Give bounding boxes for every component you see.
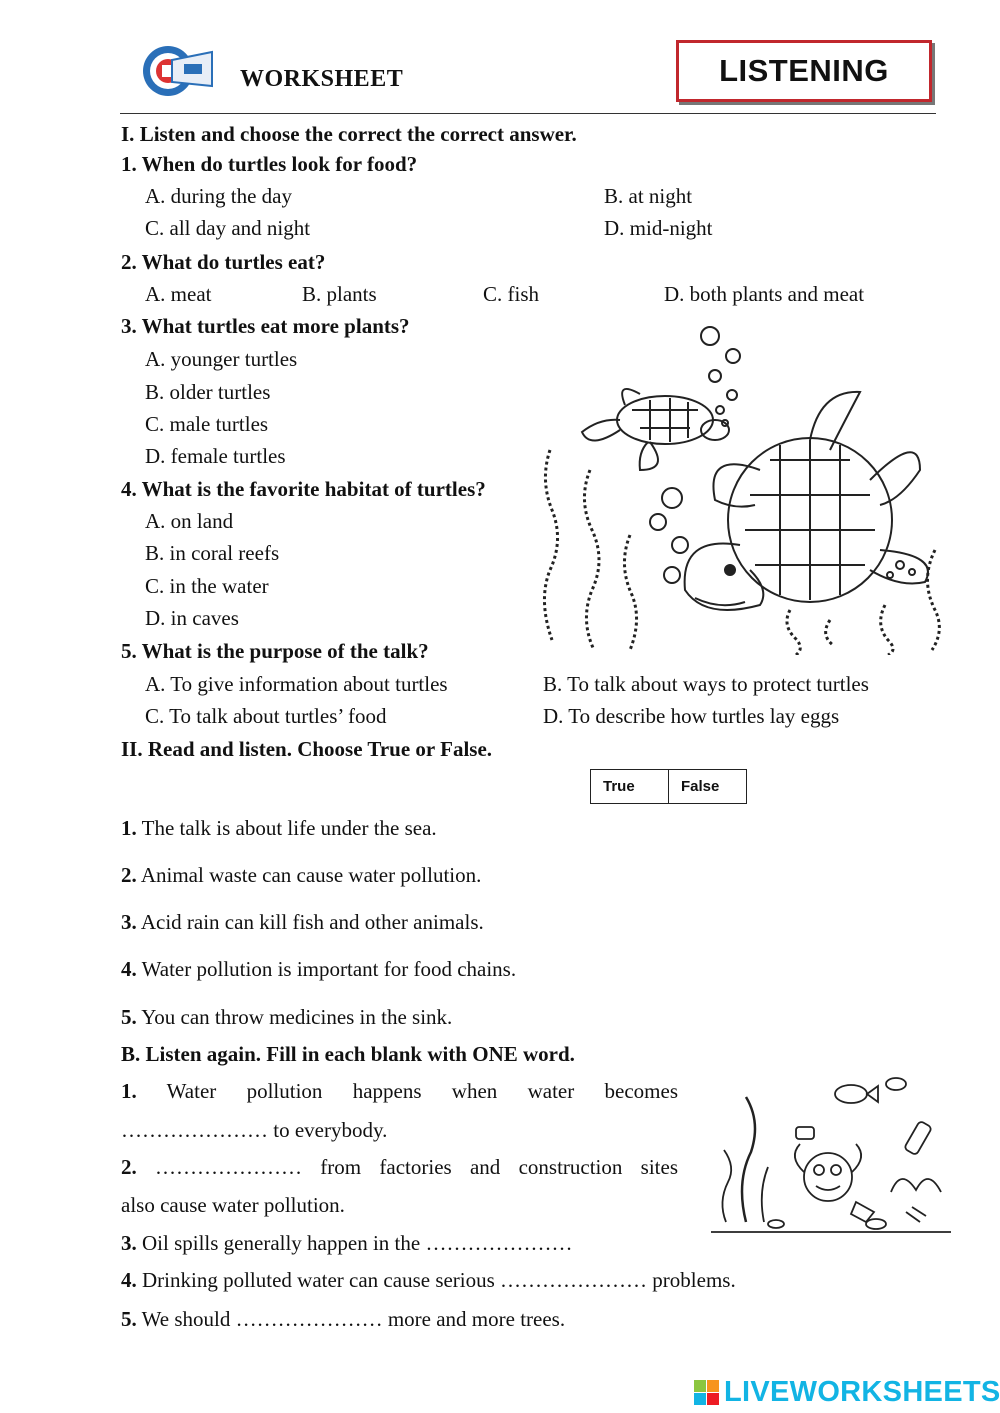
tf-statement-5	[121, 1005, 452, 1030]
pollution-illustration	[706, 1072, 956, 1234]
listening-badge	[676, 40, 932, 102]
tf-statement-2	[121, 863, 481, 888]
question-1: 1. When do turtles look for food?	[121, 152, 418, 176]
fill-item-2-text[interactable]: ………………… from factories and construction sites	[136, 1155, 678, 1179]
liveworksheets-logo-icon	[694, 1380, 720, 1406]
fill-item-1-text: Water pollution happens when water becomes	[136, 1079, 678, 1103]
fill-item-5-num: 5.	[121, 1307, 137, 1331]
q5-option-a[interactable]: A. To give information about turtles	[145, 672, 448, 696]
fill-item-3-text[interactable]: Oil spills generally happen in the …………………	[136, 1231, 573, 1255]
turtle-illustration	[520, 320, 950, 655]
fill-item-3-num: 3.	[121, 1231, 137, 1255]
true-column-header[interactable]: True	[591, 770, 669, 804]
tf-statement-4	[121, 957, 516, 982]
q2-option-b[interactable]: B. plants	[302, 282, 377, 306]
fill-item-1-num: 1.	[121, 1079, 137, 1103]
q1-option-b[interactable]: B. at night	[604, 184, 693, 208]
fill-item-2-line2: also cause water pollution.	[121, 1193, 345, 1217]
fill-item-1-line2[interactable]: ………………… to everybody.	[121, 1118, 388, 1142]
question-4: 4. What is the favorite habitat of turtles?	[121, 477, 486, 501]
question-2: 2. What do turtles eat?	[121, 250, 326, 274]
school-logo	[142, 42, 214, 100]
q4-option-b[interactable]: B. in coral reefs	[145, 541, 280, 565]
question-3: 3. What turtles eat more plants?	[121, 314, 410, 338]
part2-heading: II. Read and listen. Choose True or False.	[121, 737, 493, 761]
q2-option-a[interactable]: A. meat	[145, 282, 212, 306]
fill-item-4	[121, 1268, 736, 1293]
fill-item-2-num: 2.	[121, 1155, 137, 1179]
q3-option-b[interactable]: B. older turtles	[145, 380, 271, 404]
tf-statement-1-num: 1.	[121, 816, 137, 840]
q1-option-a[interactable]: A. during the day	[145, 184, 292, 208]
fill-item-1-line1	[121, 1079, 678, 1104]
tf-statement-1-text: The talk is about life under the sea.	[136, 816, 437, 840]
tf-statement-5-num: 5.	[121, 1005, 137, 1029]
tf-statement-3-text: Acid rain can kill fish and other animals.	[136, 910, 484, 934]
tf-statement-1	[121, 816, 437, 841]
worksheet-title: WORKSHEET	[240, 66, 404, 92]
tf-statement-5-text: You can throw medicines in the sink.	[136, 1005, 453, 1029]
question-5: 5. What is the purpose of the talk?	[121, 639, 429, 663]
part1-heading-text: Listen and choose the correct the correct answer.	[134, 122, 577, 146]
tf-statement-2-num: 2.	[121, 863, 137, 887]
part1-heading-num: I.	[121, 122, 135, 146]
false-column-header[interactable]: False	[669, 770, 747, 804]
q2-option-c[interactable]: C. fish	[483, 282, 540, 306]
q5-option-b[interactable]: B. To talk about ways to protect turtles	[543, 672, 869, 696]
q5-option-c[interactable]: C. To talk about turtles’ food	[145, 704, 387, 728]
q4-option-c[interactable]: C. in the water	[145, 574, 269, 598]
q4-option-d[interactable]: D. in caves	[145, 606, 239, 630]
q3-option-c[interactable]: C. male turtles	[145, 412, 269, 436]
tf-statement-3-num: 3.	[121, 910, 137, 934]
fill-item-4-num: 4.	[121, 1268, 137, 1292]
header-divider	[120, 113, 936, 114]
q1-option-d[interactable]: D. mid-night	[604, 216, 713, 240]
q5-option-d[interactable]: D. To describe how turtles lay eggs	[543, 704, 840, 728]
fill-item-5	[121, 1307, 565, 1332]
partB-heading: B. Listen again. Fill in each blank with ONE word.	[121, 1042, 575, 1066]
tf-statement-3	[121, 910, 484, 935]
true-false-table	[590, 769, 747, 804]
tf-statement-4-text: Water pollution is important for food chains.	[136, 957, 517, 981]
fill-item-5-text[interactable]: We should ………………… more and more trees.	[136, 1307, 566, 1331]
q3-option-a[interactable]: A. younger turtles	[145, 347, 298, 371]
tf-statement-4-num: 4.	[121, 957, 137, 981]
listening-badge-label: LISTENING	[719, 53, 889, 88]
fill-item-3	[121, 1231, 572, 1256]
part1-heading	[121, 122, 577, 147]
q3-option-d[interactable]: D. female turtles	[145, 444, 286, 468]
fill-item-4-text[interactable]: Drinking polluted water can cause serious ………………… problems.	[136, 1268, 736, 1292]
q4-option-a[interactable]: A. on land	[145, 509, 234, 533]
q1-option-c[interactable]: C. all day and night	[145, 216, 311, 240]
liveworksheets-brand[interactable]: LIVEWORKSHEETS	[724, 1376, 1000, 1408]
q2-option-d[interactable]: D. both plants and meat	[664, 282, 865, 306]
tf-statement-2-text: Animal waste can cause water pollution.	[136, 863, 482, 887]
fill-item-2-line1	[121, 1155, 678, 1180]
